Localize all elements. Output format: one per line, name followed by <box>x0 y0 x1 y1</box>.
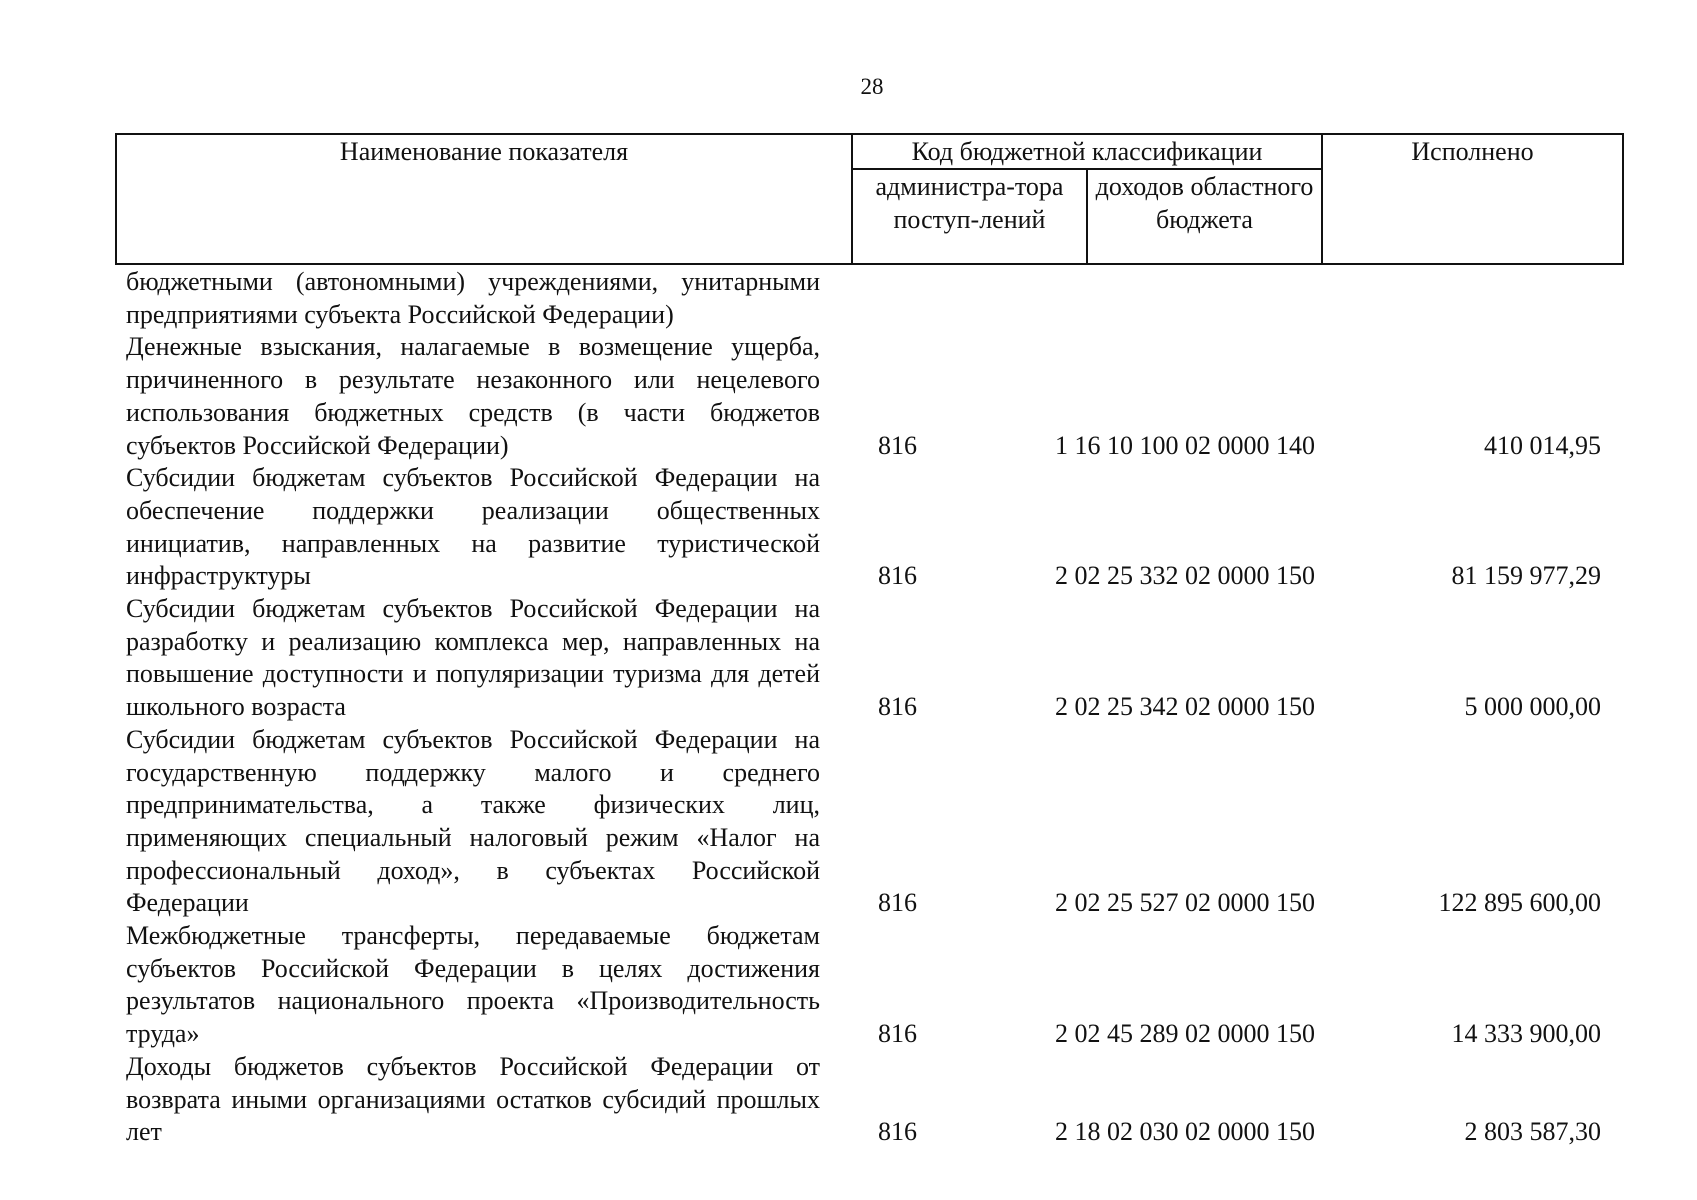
row-revenue-code: 2 02 45 289 02 0000 150 <box>1055 1019 1315 1049</box>
table-row <box>126 593 1616 724</box>
page-number: 28 <box>860 74 884 99</box>
row-description: Межбюджетные трансферты, передаваемые бюджетам субъектов Российской Федерации в целях достижения результатов национального проекта «Производительность труда» <box>126 921 820 1049</box>
row-amount: 5 000 000,00 <box>1464 692 1601 722</box>
row-description: Субсидии бюджетам субъектов Российской Федерации на обеспечение поддержки реализации общественных инициатив, направленных на развитие туристической инфраструктуры <box>126 463 820 591</box>
table-row <box>126 331 1616 462</box>
row-amount: 2 803 587,30 <box>1464 1117 1601 1147</box>
table-row <box>126 920 1616 1051</box>
row-admin-code: 816 <box>878 1019 917 1049</box>
table-body <box>126 266 1616 1149</box>
header-executed: Исполнено <box>1322 134 1623 264</box>
row-admin-code: 816 <box>878 888 917 918</box>
row-description: Денежные взыскания, налагаемые в возмещение ущерба, причиненного в результате незаконного или нецелевого использования бюджетных средств (в части бюджетов субъектов Российской Федерации) <box>126 332 820 460</box>
row-amount: 14 333 900,00 <box>1451 1019 1601 1049</box>
table-row <box>126 462 1616 593</box>
row-amount: 81 159 977,29 <box>1451 561 1601 591</box>
header-revenue: доходов областного бюджета <box>1087 169 1322 264</box>
row-revenue-code: 2 18 02 030 02 0000 150 <box>1055 1117 1315 1147</box>
header-administrator: администра-тора поступ-лений <box>852 169 1087 264</box>
row-description: Доходы бюджетов субъектов Российской Федерации от возврата иными организациями остатков субсидий прошлых лет <box>126 1051 820 1147</box>
row-description: бюджетными (автономными) учреждениями, унитарными предприятиями субъекта Российской Федерации) <box>126 267 820 329</box>
header-name: Наименование показателя <box>116 134 852 264</box>
table-header <box>115 133 1624 265</box>
table-row <box>126 266 1616 331</box>
row-admin-code: 816 <box>878 561 917 591</box>
row-description: Субсидии бюджетам субъектов Российской Федерации на государственную поддержку малого и среднего предпринимательства, а также физических лиц, применяющих специальный налоговый режим «Налог на профессиональный доход», в субъектах Российской Федерации <box>126 724 820 918</box>
table-row <box>126 724 1616 920</box>
row-admin-code: 816 <box>878 430 917 460</box>
row-amount: 122 895 600,00 <box>1438 888 1601 918</box>
row-revenue-code: 2 02 25 332 02 0000 150 <box>1055 561 1315 591</box>
row-revenue-code: 1 16 10 100 02 0000 140 <box>1055 430 1315 460</box>
table-row <box>126 1051 1616 1149</box>
row-admin-code: 816 <box>878 692 917 722</box>
row-revenue-code: 2 02 25 342 02 0000 150 <box>1055 692 1315 722</box>
row-description: Субсидии бюджетам субъектов Российской Федерации на разработку и реализацию комплекса мер, направленных на повышение доступности и популяризации туризма для детей школьного возраста <box>126 594 820 722</box>
row-admin-code: 816 <box>878 1117 917 1147</box>
row-revenue-code: 2 02 25 527 02 0000 150 <box>1055 888 1315 918</box>
row-amount: 410 014,95 <box>1484 430 1601 460</box>
header-budget-code-group: Код бюджетной классификации <box>852 134 1322 169</box>
